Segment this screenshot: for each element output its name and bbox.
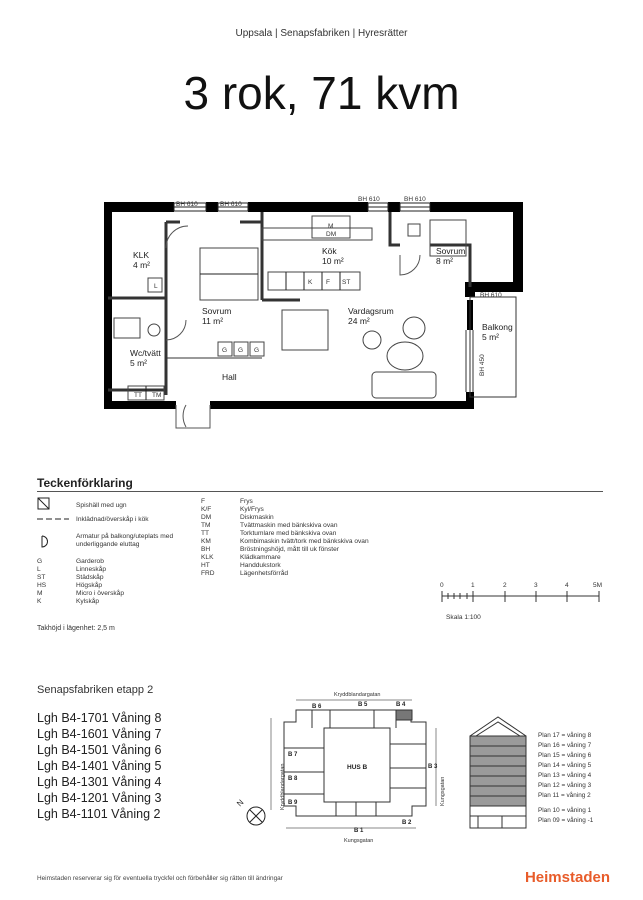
room-name: Kök <box>322 246 337 256</box>
disclaimer: Heimstaden reserverar sig för eventuella tryckfel och förbehåller sig rätten till ändringar <box>37 875 283 882</box>
dashed-line-icon <box>37 516 69 522</box>
site-plan <box>226 688 456 848</box>
room-area: 24 m² <box>348 316 370 326</box>
street-label: Kungsgatan <box>344 838 374 844</box>
room-area: 5 m² <box>482 332 499 342</box>
unit-line: Lgh B4-1601 Våning 7 <box>37 727 162 741</box>
bh-tag: BH 610 <box>358 196 380 203</box>
legend-code: F Frys <box>201 498 253 505</box>
tag-m: M <box>328 223 334 230</box>
ceiling-height: Takhöjd i lägenhet: 2,5 m <box>37 625 115 632</box>
building-section <box>462 714 534 836</box>
scale-tick: 2 <box>503 582 507 589</box>
legend-code: K/F Kyl/Frys <box>201 506 264 513</box>
floor-label: Plan 09 = våning -1 <box>538 817 594 824</box>
legend-codes-left <box>37 558 124 606</box>
floor-label: Plan 17 = våning 8 <box>538 732 592 739</box>
north-label: N <box>235 797 246 809</box>
scale-tick: 5M <box>593 582 603 589</box>
street-label: Kryddblandargatan <box>280 763 286 810</box>
floor-label: Plan 10 = våning 1 <box>538 807 592 814</box>
room-name: Vardagsrum <box>348 306 394 316</box>
scale-tick: 4 <box>565 582 569 589</box>
scale-tick: 0 <box>440 582 444 589</box>
legend-code: M Micro i överskåp <box>37 590 125 597</box>
unit-line: Lgh B4-1401 Våning 5 <box>37 759 162 773</box>
legend-code: ST Städskåp <box>37 574 104 581</box>
street-label: Kungsgatan <box>440 776 446 806</box>
room-area: 5 m² <box>130 358 147 368</box>
bh-tag: BH 610 <box>220 201 242 208</box>
stove-icon <box>37 497 51 511</box>
room-area: 8 m² <box>436 256 453 266</box>
legend-symbol-text: Armatur på balkong/uteplats med underliggande eluttag <box>76 533 174 548</box>
floor-label: Plan 15 = våning 6 <box>538 752 592 759</box>
legend-codes-right <box>201 498 369 578</box>
legend-code: HT Handdukstork <box>201 562 281 569</box>
room-name: Wc/tvätt <box>130 348 161 358</box>
tag-tt: TT <box>134 392 142 399</box>
legend-code: K Kylskåp <box>37 598 100 605</box>
street-label: Kryddblandargatan <box>334 692 381 698</box>
unit-line: Lgh B4-1301 Våning 4 <box>37 775 162 789</box>
lamp-icon <box>40 535 50 549</box>
floor-label: Plan 12 = våning 3 <box>538 782 592 789</box>
room-name: Sovrum <box>436 246 466 256</box>
legend-code: DM Diskmaskin <box>201 514 274 521</box>
room-name: Hall <box>222 372 237 382</box>
unit-line: Lgh B4-1201 Våning 3 <box>37 791 162 805</box>
tag-g: G <box>254 347 260 354</box>
bh-tag: BH 610 <box>176 201 198 208</box>
building-label: B 1 <box>354 828 364 834</box>
legend-code: KLK Klädkammare <box>201 554 281 561</box>
tag-st: ST <box>342 279 351 286</box>
scale-tick: 1 <box>471 582 475 589</box>
tag-f: F <box>326 279 330 286</box>
north-arrow-icon <box>247 807 265 825</box>
legend-code: L Linneskåp <box>37 566 107 573</box>
page-title: 3 rok, 71 kvm <box>183 67 460 119</box>
building-label: B 4 <box>396 702 406 708</box>
legend-code: BH Bröstningshöjd, mått till uk fönster <box>201 546 339 553</box>
building-label: B 6 <box>312 704 322 710</box>
page-subtitle: Uppsala | Senapsfabriken | Hyresrätter <box>235 28 408 39</box>
floor-label: Plan 16 = våning 7 <box>538 742 592 749</box>
building-label: B 5 <box>358 702 368 708</box>
legend-symbol-text: Inklädnad/överskåp i kök <box>76 516 149 523</box>
scale-tick: 3 <box>534 582 538 589</box>
legend-code: HS Högskåp <box>37 582 103 589</box>
unit-line: Lgh B4-1101 Våning 2 <box>37 807 161 821</box>
floor-label: Plan 11 = våning 2 <box>538 792 591 799</box>
house-label: HUS B <box>347 764 368 771</box>
scale-label: Skala 1:100 <box>446 614 481 621</box>
legend-divider <box>37 491 603 492</box>
etapp-title: Senapsfabriken etapp 2 <box>37 684 154 696</box>
building-label: B 2 <box>402 820 412 826</box>
unit-line: Lgh B4-1701 Våning 8 <box>37 711 162 725</box>
building-label: B 3 <box>428 764 438 770</box>
tag-g: G <box>222 347 228 354</box>
room-name: Balkong <box>482 322 513 332</box>
room-area: 11 m² <box>202 316 224 326</box>
floor-label: Plan 13 = våning 4 <box>538 772 592 779</box>
building-label: B 8 <box>288 776 298 782</box>
legend-code: G Garderob <box>37 558 104 565</box>
bh-tag: BH 610 <box>404 196 426 203</box>
bh-tag: BH 450 <box>479 354 486 376</box>
floor-label: Plan 14 = våning 5 <box>538 762 592 769</box>
building-label: B 7 <box>288 752 298 758</box>
room-name: Sovrum <box>202 306 232 316</box>
tag-k: K <box>308 279 313 286</box>
tag-l: L <box>154 283 158 290</box>
scale-bar <box>436 578 606 608</box>
legend-code: FRD Lägenhetsförråd <box>201 570 289 577</box>
tag-tm: TM <box>152 392 162 399</box>
tag-dm: DM <box>326 231 337 238</box>
legend-code: TT Torktumlare med bänkskiva ovan <box>201 530 337 537</box>
legend-code: TM Tvättmaskin med bänkskiva ovan <box>201 522 338 529</box>
room-name: KLK <box>133 250 150 260</box>
building-label: B 9 <box>288 800 298 806</box>
room-area: 4 m² <box>133 260 150 270</box>
legend-symbol-text: Spishäll med ugn <box>76 502 127 509</box>
brand-logo: Heimstaden <box>524 869 610 886</box>
legend-heading: Teckenförklaring <box>37 476 133 490</box>
bh-tag: BH 610 <box>480 292 502 299</box>
legend-code: KM Kombimaskin tvätt/tork med bänkskiva ovan <box>201 538 369 545</box>
room-area: 10 m² <box>322 256 344 266</box>
unit-line: Lgh B4-1501 Våning 6 <box>37 743 162 757</box>
tag-g: G <box>238 347 244 354</box>
